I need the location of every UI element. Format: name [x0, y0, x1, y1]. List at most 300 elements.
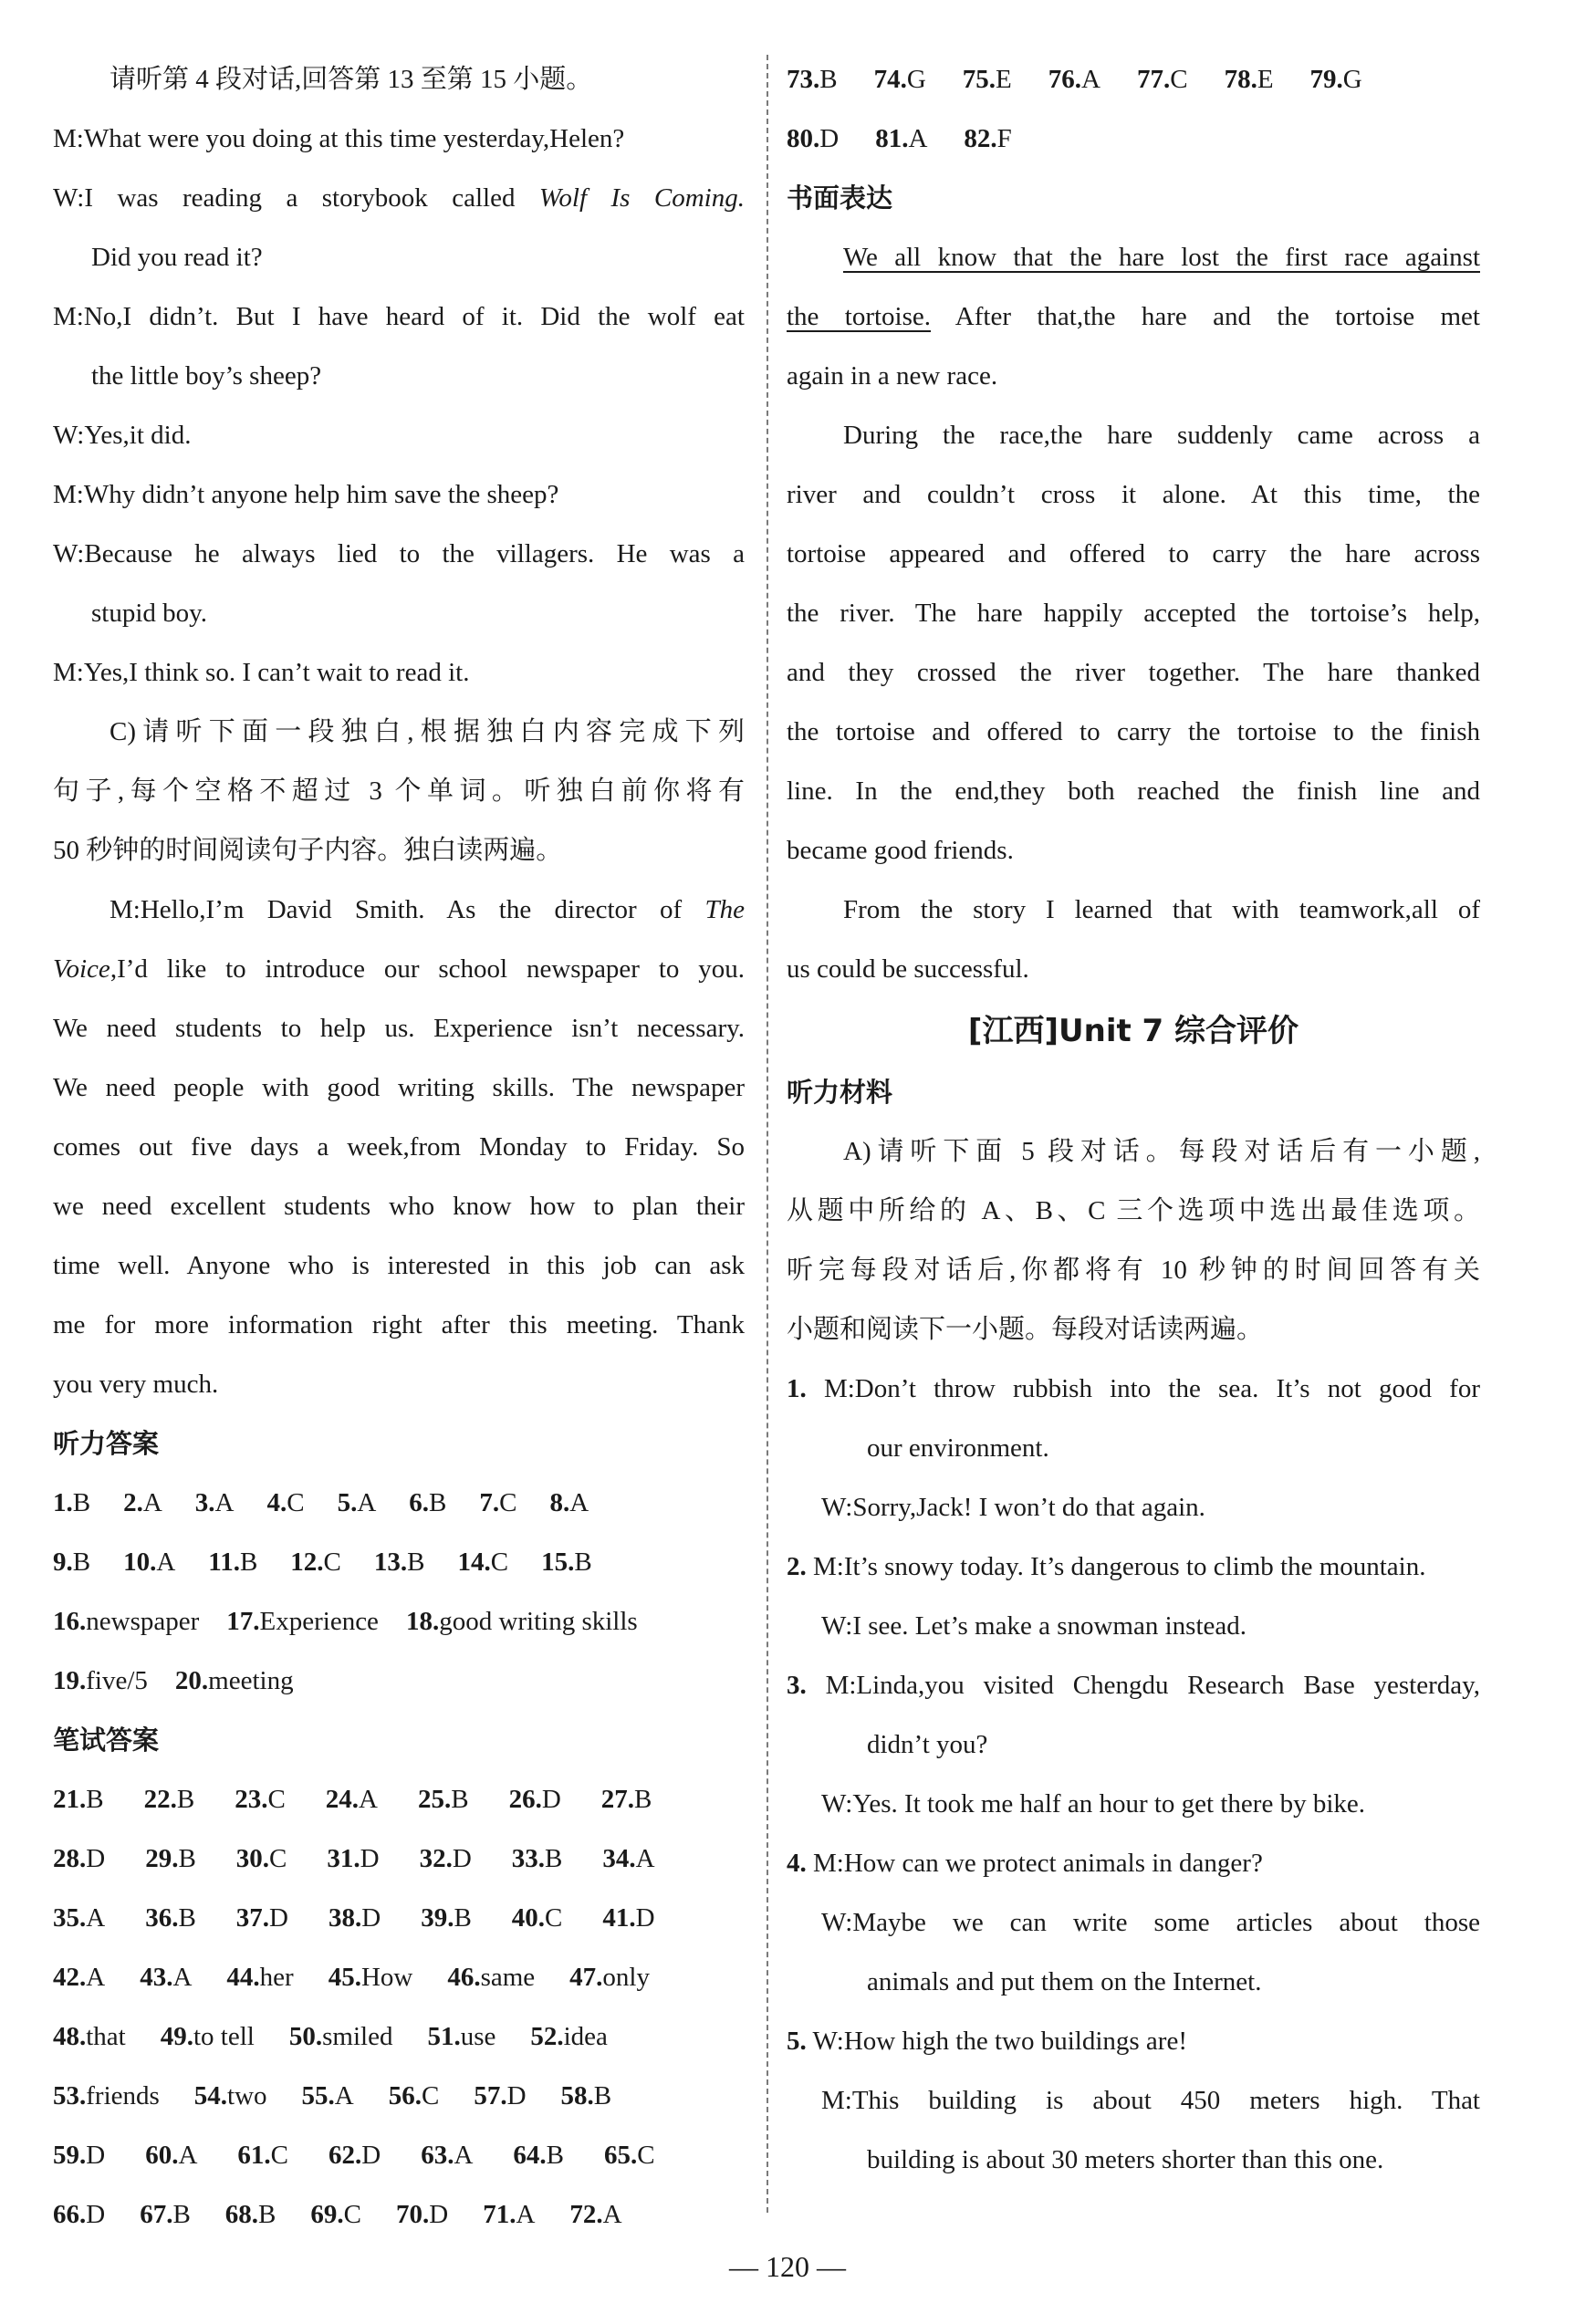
- answer-number: 7.: [479, 1488, 500, 1517]
- answer-item: [549, 1474, 589, 1533]
- answer-number: 8.: [549, 1488, 570, 1517]
- answer-item: [541, 1533, 592, 1592]
- answer-number: 63.: [421, 2141, 454, 2170]
- answer-value: newspaper: [86, 1607, 200, 1636]
- answer-number: 59.: [53, 2141, 87, 2170]
- answer-item: [310, 2185, 361, 2245]
- answer-value: How: [360, 1963, 413, 1992]
- answer-number: 36.: [145, 1903, 179, 1933]
- answer-number: 55.: [301, 2081, 335, 2110]
- answer-number: 30.: [235, 1844, 270, 1873]
- answer-row: [53, 1652, 745, 1711]
- answer-item: [601, 1770, 652, 1829]
- answer-item: [327, 1829, 379, 1889]
- answer-value: use: [460, 2022, 496, 2051]
- answer-value: B: [429, 1488, 447, 1517]
- dialog-line: [787, 1537, 1480, 1597]
- answer-value: D: [361, 1903, 381, 1933]
- speaker: M:: [813, 1849, 844, 1878]
- answer-value: B: [178, 1844, 196, 1873]
- answer-value: C: [269, 1844, 287, 1873]
- answer-item: [225, 2185, 276, 2245]
- answer-item: [569, 2185, 621, 2245]
- answer-value: B: [72, 1488, 91, 1517]
- dialog-continuation: our environment.: [867, 1433, 1049, 1463]
- answer-value: Experience: [259, 1607, 379, 1636]
- answer-value: D: [819, 124, 840, 153]
- dialog-line: [787, 1656, 1480, 1715]
- dialog-text: Linda,you visited Chengdu Research Base yesterday,: [856, 1671, 1481, 1700]
- answer-item: [161, 2007, 255, 2067]
- answer-number: 75.: [962, 65, 996, 94]
- dialog-continuation: didn’t you?: [867, 1730, 988, 1759]
- answer-value: E: [996, 65, 1012, 94]
- answer-item: [530, 2007, 608, 2067]
- answer-item: [53, 1652, 148, 1711]
- answer-row: [787, 109, 1480, 169]
- answer-item: [512, 1829, 563, 1889]
- answer-item: [406, 1592, 638, 1652]
- dialog-continuation: the little boy’s sheep?: [91, 361, 322, 391]
- answer-item: [1225, 50, 1274, 109]
- dialog-text: This building is about 450 meters high. That: [851, 2086, 1480, 2115]
- answer-row: [53, 1829, 745, 1889]
- dialog-text: It’s snowy today. It’s dangerous to climb the mountain.: [843, 1552, 1426, 1581]
- answer-item: [53, 2067, 160, 2126]
- answer-value: C: [287, 1488, 305, 1517]
- answer-value: C: [270, 2141, 288, 2170]
- answer-number: 61.: [237, 2141, 271, 2170]
- answer-value: C: [1170, 65, 1188, 94]
- answer-number: 39.: [421, 1903, 454, 1933]
- answer-value: B: [172, 2200, 191, 2229]
- answer-number: 69.: [310, 2200, 344, 2229]
- dialog-continuation: animals and put them on the Internet.: [867, 1967, 1262, 1996]
- instruction-line: 50 秒钟的时间阅读句子内容。独白读两遍。: [53, 836, 563, 865]
- answer-number: 37.: [235, 1903, 270, 1933]
- answer-number: 82.: [964, 124, 997, 153]
- answer-number: 80.: [787, 124, 820, 153]
- dialog-text: Don’t throw rubbish into the sea. It’s not good for: [854, 1374, 1480, 1403]
- answer-value: F: [996, 124, 1012, 153]
- answer-value: A: [569, 1488, 589, 1517]
- essay-underlined: the tortoise.: [787, 302, 932, 331]
- answer-item: [421, 2126, 473, 2185]
- answer-number: 28.: [53, 1844, 87, 1873]
- answer-number: 49.: [160, 2022, 193, 2051]
- answer-number: 16.: [53, 1607, 87, 1636]
- monologue-line: you very much.: [53, 1370, 219, 1399]
- answer-number: 6.: [409, 1488, 430, 1517]
- answer-row: [53, 1533, 745, 1592]
- answer-value: her: [259, 1963, 294, 1992]
- dialog-text: How can we protect animals in danger?: [843, 1849, 1263, 1878]
- answer-value: smiled: [322, 2022, 393, 2051]
- answer-value: A: [516, 2200, 536, 2229]
- left-column: [53, 50, 745, 2245]
- speaker: M:: [823, 1374, 855, 1403]
- answer-item: [236, 1829, 287, 1889]
- essay-line: line. In the end,they both reached the finish line and: [787, 776, 1480, 806]
- essay-line: river and couldn’t cross it alone. At this time, the: [787, 480, 1480, 509]
- answer-item: [602, 1829, 654, 1889]
- answer-value: A: [1081, 65, 1100, 94]
- dialog-line: M:Why didn’t anyone help him save the sheep?: [53, 480, 559, 509]
- column-divider: [767, 55, 768, 2213]
- dialog-line: W:Yes,it did.: [53, 421, 192, 450]
- answer-value: A: [359, 1785, 378, 1814]
- dialog-number: 1.: [787, 1374, 807, 1403]
- section-title: [江西]Unit 7 综合评价: [967, 1013, 1299, 1049]
- answer-item: [602, 1889, 654, 1948]
- answer-number: 21.: [53, 1785, 87, 1814]
- answer-number: 42.: [53, 1963, 87, 1992]
- instruction-line: 听完每段对话后,你都将有 10 秒钟的时间回答有关: [787, 1256, 1480, 1285]
- speaker: M:: [813, 1552, 844, 1581]
- answer-item: [875, 109, 927, 169]
- answer-item: [208, 1533, 257, 1592]
- answer-value: A: [214, 1488, 235, 1517]
- answer-value: B: [454, 1903, 472, 1933]
- answer-value: B: [593, 2081, 612, 2110]
- answer-value: E: [1257, 65, 1274, 94]
- answer-item: [418, 1770, 469, 1829]
- monologue-line: me for more information right after this meeting. Thank: [53, 1310, 745, 1339]
- dialog-number: 3.: [787, 1671, 807, 1700]
- answer-item: [195, 1474, 235, 1533]
- answer-item: [53, 1889, 105, 1948]
- answer-number: 71.: [483, 2200, 516, 2229]
- answer-item: [513, 2126, 564, 2185]
- speaker: W:: [812, 2027, 844, 2056]
- dialog-text: Yes. It took me half an hour to get there by bike.: [852, 1789, 1365, 1819]
- answer-item: [874, 50, 926, 109]
- answer-value: B: [819, 65, 838, 94]
- answer-item: [420, 1829, 472, 1889]
- answer-row: [53, 1948, 745, 2007]
- answer-number: 50.: [288, 2022, 323, 2051]
- answer-value: B: [451, 1785, 469, 1814]
- answer-item: [561, 2067, 612, 2126]
- answer-item: [457, 1533, 508, 1592]
- answer-number: 57.: [474, 2081, 507, 2110]
- answer-item: [374, 1533, 425, 1592]
- answer-number: 70.: [395, 2200, 430, 2229]
- dialog-line: [787, 2012, 1480, 2071]
- answer-item: [326, 1770, 378, 1829]
- answer-number: 9.: [53, 1548, 73, 1577]
- newspaper-name: The: [704, 895, 745, 924]
- newspaper-name: Voice: [53, 954, 110, 984]
- dialog-number: 4.: [787, 1849, 807, 1878]
- answer-value: meeting: [208, 1666, 294, 1695]
- answer-item: [226, 1592, 379, 1652]
- answer-item: [483, 2185, 535, 2245]
- answer-number: 25.: [417, 1785, 452, 1814]
- answer-number: 35.: [53, 1903, 87, 1933]
- answer-value: A: [454, 2141, 474, 2170]
- dialog-continuation: building is about 30 meters shorter than this one.: [867, 2145, 1384, 2174]
- answer-value: A: [86, 1963, 106, 1992]
- answer-item: [53, 1533, 90, 1592]
- answer-value: D: [541, 1785, 561, 1814]
- answer-number: 54.: [193, 2081, 228, 2110]
- answer-item: [53, 2126, 105, 2185]
- answer-item: [1137, 50, 1188, 109]
- answer-value: B: [239, 1548, 258, 1577]
- answer-number: 76.: [1048, 65, 1082, 94]
- answer-value: A: [86, 1903, 106, 1933]
- answer-item: [427, 2007, 495, 2067]
- answer-item: [338, 1474, 377, 1533]
- answer-number: 5.: [337, 1488, 358, 1517]
- answer-value: D: [86, 2141, 106, 2170]
- answer-number: 12.: [290, 1548, 324, 1577]
- answer-number: 44.: [226, 1963, 260, 1992]
- dialog-text: Sorry,Jack! I won’t do that again.: [852, 1493, 1205, 1522]
- answer-number: 20.: [174, 1666, 209, 1695]
- dialog-line: [787, 2071, 1480, 2131]
- answer-value: C: [490, 1548, 509, 1577]
- answer-number: 78.: [1224, 65, 1257, 94]
- answer-item: [964, 109, 1011, 169]
- answer-value: C: [323, 1548, 341, 1577]
- answer-value: D: [429, 2200, 449, 2229]
- answer-item: [421, 1889, 472, 1948]
- answer-value: two: [227, 2081, 267, 2110]
- answer-item: [289, 2007, 393, 2067]
- essay-line: and they crossed the river together. The hare thanked: [787, 658, 1480, 687]
- answer-item: [145, 1889, 196, 1948]
- answer-number: 33.: [511, 1844, 546, 1873]
- answer-item: [569, 1948, 650, 2007]
- answer-number: 46.: [447, 1963, 481, 1992]
- section-intro: 请听第 4 段对话,回答第 13 至第 15 小题。: [110, 65, 593, 94]
- answer-item: [226, 1948, 293, 2007]
- answer-item: [604, 2126, 655, 2185]
- answer-number: 43.: [140, 1963, 173, 1992]
- answer-item: [237, 2126, 288, 2185]
- answer-row: [53, 2126, 745, 2185]
- answer-value: A: [602, 2200, 622, 2229]
- dialog-line: [787, 1834, 1480, 1893]
- answer-value: A: [178, 2141, 198, 2170]
- answer-value: B: [546, 2141, 564, 2170]
- monologue-line: We need students to help us. Experience isn’t necessary.: [53, 1014, 745, 1043]
- answer-item: [963, 50, 1012, 109]
- answer-item: [53, 1592, 199, 1652]
- answer-item: [509, 1770, 561, 1829]
- essay-line: became good friends.: [787, 836, 1014, 865]
- answer-value: idea: [563, 2022, 608, 2051]
- answer-item: [1310, 50, 1362, 109]
- answer-number: 10.: [123, 1548, 157, 1577]
- dialog-number: 5.: [787, 2027, 807, 2056]
- answer-row: [53, 1770, 745, 1829]
- answer-value: A: [635, 1844, 655, 1873]
- answer-value: A: [357, 1488, 377, 1517]
- answer-item: [53, 2185, 105, 2245]
- answer-value: B: [407, 1548, 425, 1577]
- answer-item: [175, 1652, 294, 1711]
- answer-number: 56.: [388, 2081, 422, 2110]
- writing-heading: 书面表达: [787, 182, 893, 214]
- answer-number: 2.: [123, 1488, 143, 1517]
- answer-value: A: [172, 1963, 193, 1992]
- speaker: M:: [821, 2086, 852, 2115]
- answer-item: [236, 1889, 288, 1948]
- essay-line: During the race,the hare suddenly came across a: [843, 421, 1480, 450]
- answer-number: 19.: [53, 1666, 87, 1695]
- dialog-number: 2.: [787, 1552, 807, 1581]
- answer-number: 47.: [569, 1963, 603, 1992]
- answer-number: 34.: [602, 1844, 636, 1873]
- dialog-line: W:Because he always lied to the villagers. He was a: [53, 539, 745, 568]
- answer-value: A: [156, 1548, 176, 1577]
- answer-number: 40.: [511, 1903, 546, 1933]
- answer-heading: 笔试答案: [53, 1725, 160, 1756]
- answer-number: 31.: [327, 1844, 360, 1873]
- essay-line: the river. The hare happily accepted the tortoise’s help,: [787, 599, 1480, 628]
- answer-value: B: [545, 1844, 563, 1873]
- answer-item: [474, 2067, 526, 2126]
- answer-value: to tell: [193, 2022, 255, 2051]
- answer-value: D: [361, 2141, 381, 2170]
- dialog-line: [787, 1775, 1480, 1834]
- speaker: W:: [821, 1908, 853, 1937]
- answer-item: [1048, 50, 1100, 109]
- answer-value: D: [452, 1844, 472, 1873]
- answer-item: [329, 1948, 413, 2007]
- answer-value: good writing skills: [439, 1607, 638, 1636]
- monologue-text: M:Hello,I’m David Smith. As the director of: [110, 895, 705, 924]
- answer-value: D: [360, 1844, 380, 1873]
- speaker: W:: [821, 1611, 853, 1641]
- answer-row: [53, 1889, 745, 1948]
- monologue-line: we need excellent students who know how to plan their: [53, 1192, 745, 1221]
- instruction-line: 句子,每个空格不超过 3 个单词。听独白前你将有: [53, 776, 745, 806]
- answer-number: 18.: [405, 1607, 440, 1636]
- answer-number: 11.: [208, 1548, 240, 1577]
- answer-item: [140, 2185, 191, 2245]
- answer-item: [787, 50, 838, 109]
- answer-item: [447, 1948, 535, 2007]
- answer-number: 3.: [194, 1488, 215, 1517]
- dialog-text: How high the two buildings are!: [843, 2027, 1187, 2056]
- answer-number: 60.: [145, 2141, 179, 2170]
- monologue-line: comes out five days a week,from Monday to Friday. So: [53, 1132, 745, 1162]
- page-number: — 120 —: [729, 2250, 846, 2283]
- answer-value: D: [269, 1903, 288, 1933]
- essay-line: [787, 287, 1480, 347]
- answer-value: friends: [86, 2081, 160, 2110]
- speaker: W:: [821, 1789, 853, 1819]
- dialog-line: M:What were you doing at this time yesterday,Helen?: [53, 124, 625, 153]
- answer-value: C: [421, 2081, 440, 2110]
- dialog-text: I see. Let’s make a snowman instead.: [852, 1611, 1247, 1641]
- answer-number: 81.: [875, 124, 909, 153]
- essay-line: us could be successful.: [787, 954, 1029, 984]
- instruction-line: 从题中所给的 A、B、C 三个选项中选出最佳选项。: [787, 1196, 1480, 1225]
- answer-number: 51.: [427, 2022, 461, 2051]
- answer-item: [123, 1533, 175, 1592]
- answer-number: 64.: [513, 2141, 547, 2170]
- answer-value: D: [86, 2200, 106, 2229]
- dialog-continuation: stupid boy.: [91, 599, 208, 628]
- answer-number: 67.: [140, 2200, 173, 2229]
- answer-number: 73.: [787, 65, 820, 94]
- answer-item: [194, 2067, 267, 2126]
- answer-value: A: [334, 2081, 354, 2110]
- answer-value: G: [906, 65, 926, 94]
- answer-number: 41.: [602, 1903, 636, 1933]
- monologue-line: time well. Anyone who is interested in this job can ask: [53, 1251, 745, 1280]
- dialog-text: W:I was reading a storybook called: [53, 183, 539, 213]
- right-column: [787, 50, 1480, 2190]
- answer-item: [140, 1948, 192, 2007]
- material-heading: 听力材料: [787, 1077, 893, 1108]
- answer-item: [235, 1770, 286, 1829]
- answer-number: 15.: [541, 1548, 575, 1577]
- dialog-line: [787, 1893, 1480, 1953]
- answer-number: 72.: [569, 2200, 603, 2229]
- answer-number: 17.: [226, 1607, 260, 1636]
- answer-number: 68.: [224, 2200, 259, 2229]
- answer-item: [53, 1829, 105, 1889]
- answer-row: [787, 50, 1480, 109]
- dialog-text: Maybe we can write some articles about those: [852, 1908, 1480, 1937]
- answer-item: [267, 1474, 305, 1533]
- instruction-line: C)请听下面一段独白,根据独白内容完成下列: [110, 717, 745, 746]
- answer-number: 52.: [530, 2022, 564, 2051]
- answer-row: [53, 2185, 745, 2245]
- answer-number: 77.: [1136, 65, 1171, 94]
- answer-value: B: [178, 1903, 196, 1933]
- answer-item: [479, 1474, 516, 1533]
- answer-item: [145, 2126, 197, 2185]
- essay-line: the tortoise and offered to carry the tortoise to the finish: [787, 717, 1480, 746]
- answer-value: C: [343, 2200, 361, 2229]
- answer-value: C: [637, 2141, 655, 2170]
- answer-number: 1.: [53, 1488, 73, 1517]
- answer-item: [396, 2185, 448, 2245]
- answer-row: [53, 2007, 745, 2067]
- answer-number: 29.: [145, 1844, 179, 1873]
- answer-item: [145, 1829, 196, 1889]
- instruction-line: A)请听下面 5 段对话。每段对话后有一小题,: [843, 1137, 1480, 1166]
- answer-number: 4.: [266, 1488, 287, 1517]
- answer-item: [53, 1474, 90, 1533]
- answer-value: B: [72, 1548, 91, 1577]
- answer-value: A: [142, 1488, 162, 1517]
- answer-number: 27.: [600, 1785, 635, 1814]
- answer-item: [329, 1889, 381, 1948]
- answer-number: 79.: [1309, 65, 1343, 94]
- dialog-line: [787, 1360, 1480, 1419]
- answer-item: [787, 109, 839, 169]
- answer-value: B: [258, 2200, 276, 2229]
- answer-value: D: [635, 1903, 655, 1933]
- essay-line: tortoise appeared and offered to carry the hare across: [787, 539, 1480, 568]
- answer-number: 58.: [560, 2081, 594, 2110]
- answer-number: 45.: [328, 1963, 361, 1992]
- dialog-line: [787, 1478, 1480, 1537]
- essay-line-underlined: We all know that the hare lost the first race against: [843, 243, 1480, 272]
- dialog-line: [787, 1597, 1480, 1656]
- answer-item: [389, 2067, 440, 2126]
- answer-value: A: [908, 124, 928, 153]
- answer-item: [53, 1948, 105, 2007]
